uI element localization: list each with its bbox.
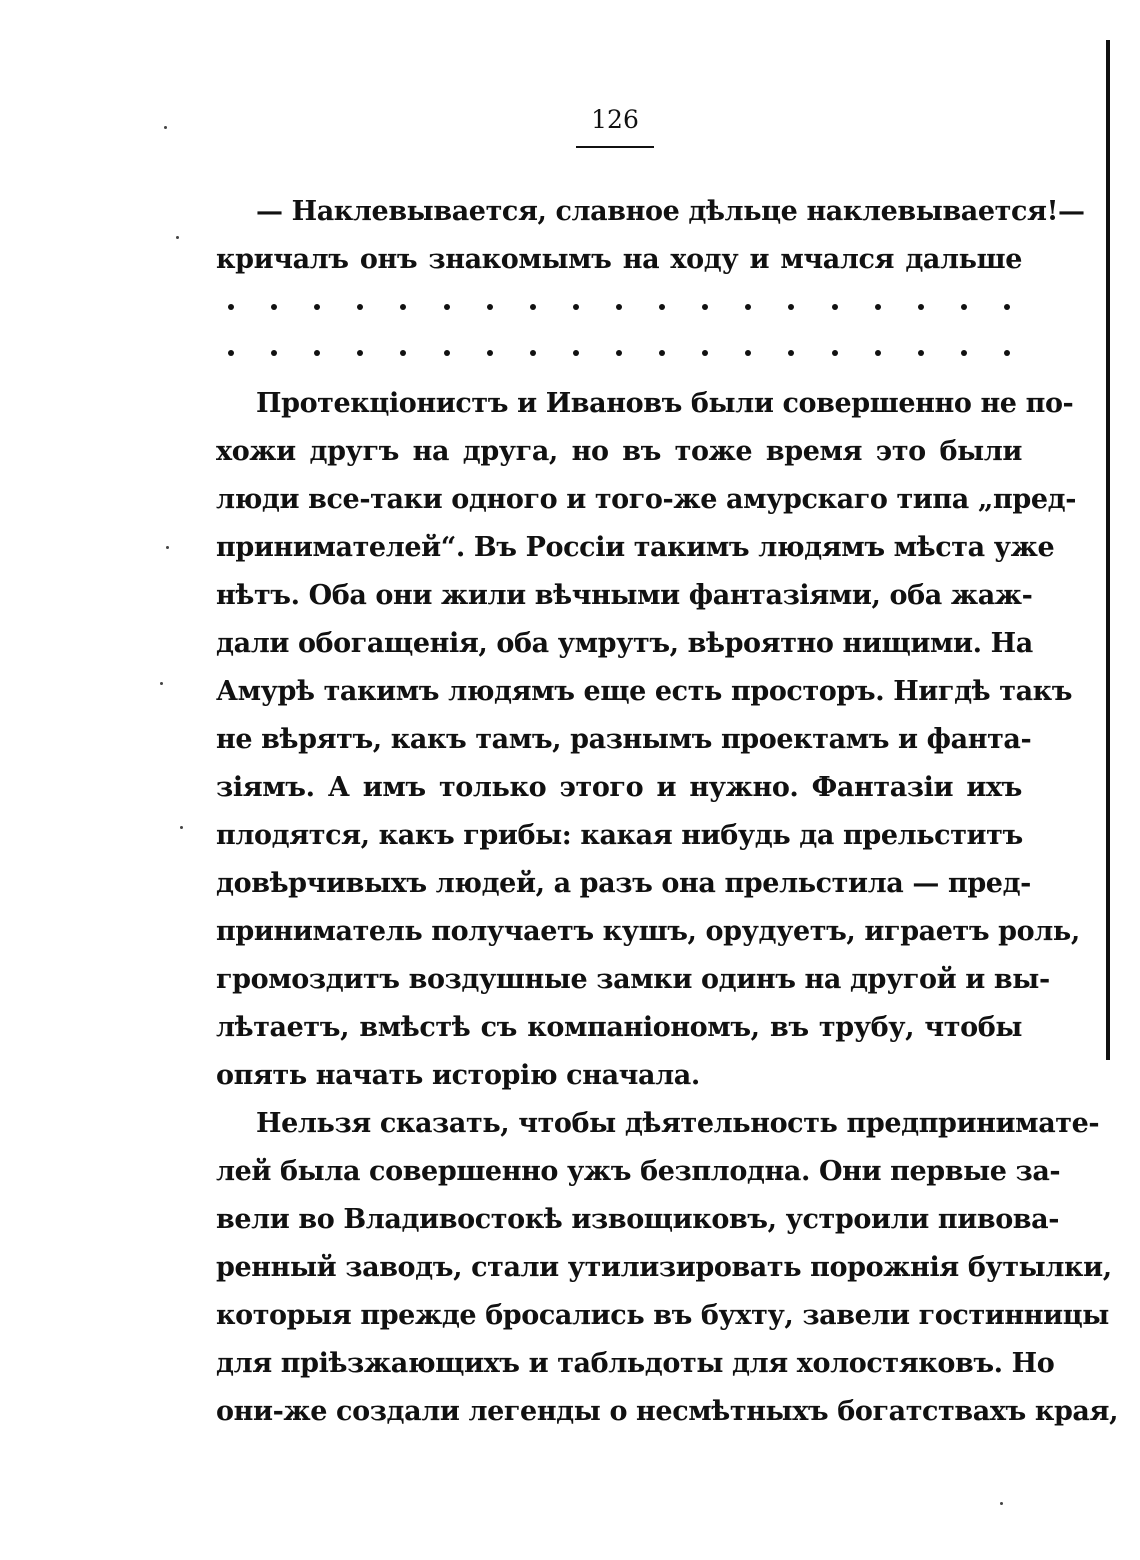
page-number: 126: [591, 105, 639, 134]
ellipsis-dot: [832, 304, 838, 310]
text-line: которыя прежде бросались въ бухту, завели гостинницы: [216, 1300, 1109, 1331]
ellipsis-dot: [530, 304, 536, 310]
text-line: лей была совершенно ужъ безплодна. Они первые за-: [216, 1156, 1061, 1187]
paragraph-3: [216, 1100, 1119, 1436]
page-edge-shadow: [1106, 40, 1110, 1060]
text-line: ренный заводъ, стали утилизировать порожнія бутылки,: [216, 1252, 1112, 1283]
ellipsis-dot: [961, 350, 967, 356]
text-line: нѣтъ. Оба они жили вѣчными фантазіями, оба жаж-: [216, 580, 1033, 611]
text-line: кричалъ онъ знакомымъ на ходу и мчался дальше: [216, 244, 1022, 275]
scan-speck: [180, 826, 183, 829]
ellipsis-dot: [702, 350, 708, 356]
dot-row: [216, 330, 1022, 376]
ellipsis-dot: [616, 350, 622, 356]
ellipsis-dot: [573, 350, 579, 356]
ellipsis-dot: [444, 350, 450, 356]
ellipsis-dot: [659, 350, 665, 356]
text-line: приниматель получаетъ кушъ, орудуетъ, играетъ роль,: [216, 916, 1080, 947]
text-line: — Наклевывается, славное дѣльце наклевывается!—: [256, 196, 1085, 227]
ellipsis-dot: [228, 304, 234, 310]
text-line: вели во Владивостокѣ извощиковъ, устроили пивова-: [216, 1204, 1060, 1235]
text-line: зіямъ. А имъ только этого и нужно. Фантазіи ихъ: [216, 772, 1022, 803]
ellipsis-dot: [400, 304, 406, 310]
ellipsis-dot: [357, 304, 363, 310]
page-number-rule: [576, 146, 654, 148]
text-line: лѣтаетъ, вмѣстѣ съ компаніономъ, въ трубу, чтобы: [216, 1012, 1022, 1043]
ellipsis-dot: [530, 350, 536, 356]
text-line: громоздитъ воздушные замки одинъ на другой и вы-: [216, 964, 1050, 995]
scan-speck: [1000, 1502, 1003, 1505]
text-line: плодятся, какъ грибы: какая нибудь да прельститъ: [216, 820, 1023, 851]
ellipsis-rows: [216, 284, 1022, 376]
text-line: опять начать исторію сначала.: [216, 1060, 700, 1091]
ellipsis-dot: [918, 304, 924, 310]
text-line: они-же создали легенды о несмѣтныхъ богатствахъ края,: [216, 1396, 1119, 1427]
ellipsis-dot: [961, 304, 967, 310]
ellipsis-dot: [357, 350, 363, 356]
ellipsis-dot: [1004, 350, 1010, 356]
ellipsis-dot: [400, 350, 406, 356]
text-line: довѣрчивыхъ людей, а разъ она прельстила — пред-: [216, 868, 1031, 899]
scan-speck: [166, 546, 169, 549]
paragraph-1: [216, 188, 1085, 284]
ellipsis-dot: [487, 350, 493, 356]
ellipsis-dot: [271, 350, 277, 356]
text-line: Протекціонистъ и Ивановъ были совершенно не по-: [256, 388, 1074, 419]
ellipsis-dot: [875, 304, 881, 310]
paragraph-2: [216, 380, 1080, 1100]
ellipsis-dot: [616, 304, 622, 310]
ellipsis-dot: [745, 304, 751, 310]
ellipsis-dot: [788, 350, 794, 356]
text-line: не вѣрятъ, какъ тамъ, разнымъ проектамъ и фанта-: [216, 724, 1032, 755]
ellipsis-dot: [1004, 304, 1010, 310]
dot-row: [216, 284, 1022, 330]
ellipsis-dot: [314, 350, 320, 356]
scan-speck: [164, 126, 167, 129]
scan-speck: [176, 236, 179, 239]
text-line: дали обогащенія, оба умрутъ, вѣроятно нищими. На: [216, 628, 1033, 659]
ellipsis-dot: [271, 304, 277, 310]
text-block: [216, 188, 1119, 1436]
ellipsis-dot: [832, 350, 838, 356]
ellipsis-dot: [745, 350, 751, 356]
text-line: Амурѣ такимъ людямъ еще есть просторъ. Нигдѣ такъ: [216, 676, 1073, 707]
ellipsis-dot: [875, 350, 881, 356]
ellipsis-dot: [659, 304, 665, 310]
ellipsis-dot: [228, 350, 234, 356]
ellipsis-dot: [573, 304, 579, 310]
text-line: люди все-таки одного и того-же амурскаго типа „пред-: [216, 484, 1077, 515]
ellipsis-dot: [314, 304, 320, 310]
ellipsis-dot: [487, 304, 493, 310]
ellipsis-dot: [702, 304, 708, 310]
text-line: Нельзя сказать, чтобы дѣятельность предпринимате-: [256, 1108, 1100, 1139]
ellipsis-dot: [918, 350, 924, 356]
text-line: хожи другъ на друга, но въ тоже время это были: [216, 436, 1022, 467]
text-line: для пріѣзжающихъ и табльдоты для холостяковъ. Но: [216, 1348, 1055, 1379]
text-line: принимателей“. Въ Россіи такимъ людямъ мѣста уже: [216, 532, 1055, 563]
scan-speck: [160, 682, 163, 685]
ellipsis-dot: [788, 304, 794, 310]
ellipsis-dot: [444, 304, 450, 310]
